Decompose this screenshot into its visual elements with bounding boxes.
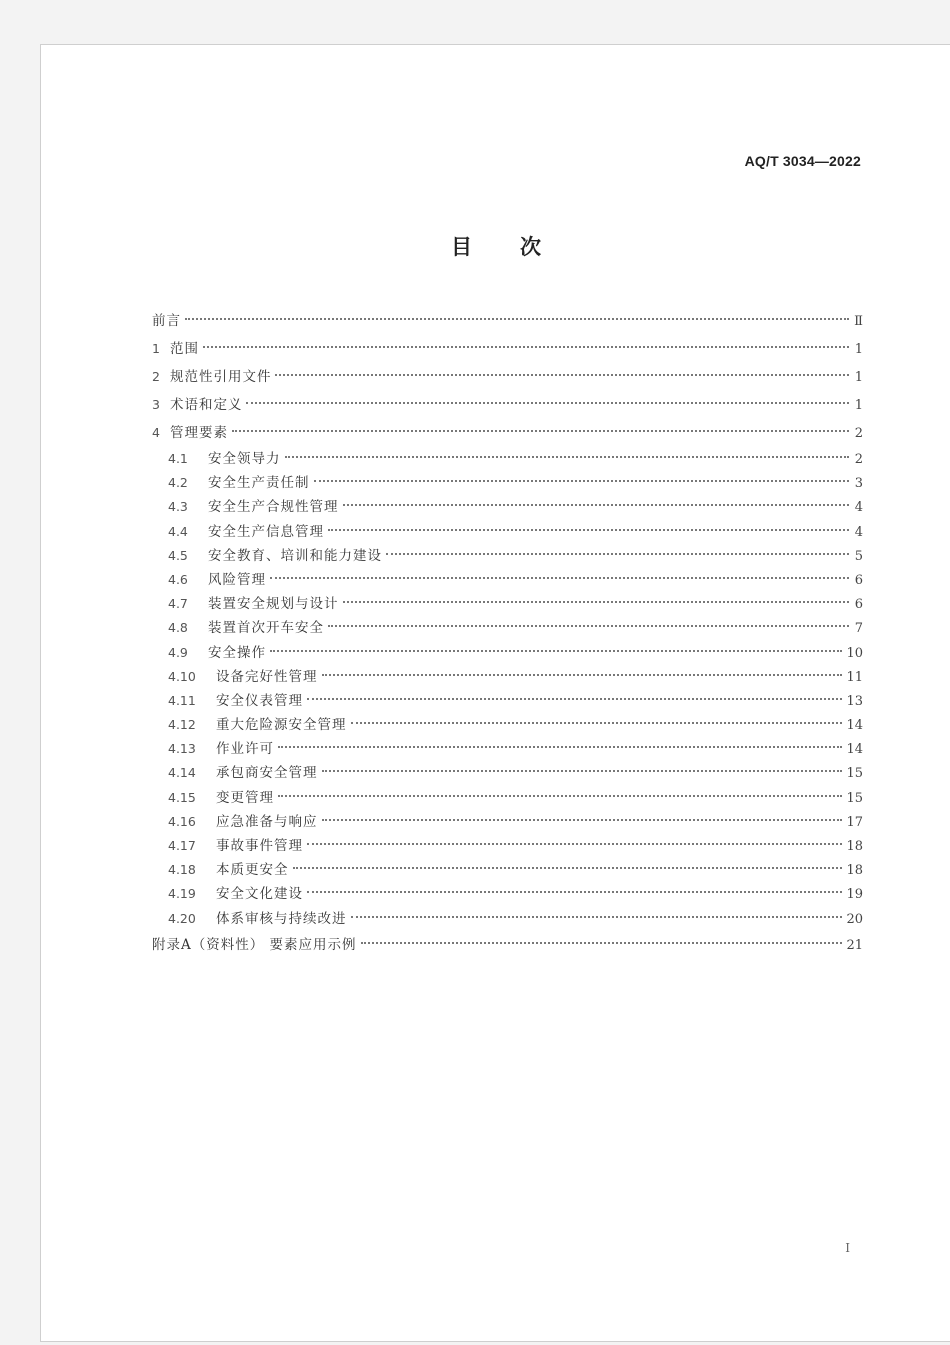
toc-leader-dots bbox=[278, 795, 842, 797]
toc-entry-number: 4.1 bbox=[168, 451, 188, 466]
toc-leader-dots bbox=[322, 819, 843, 821]
toc-entry-number: 4.2 bbox=[168, 475, 188, 491]
toc-entry[interactable] bbox=[152, 363, 863, 391]
toc-entry-page: 1 bbox=[854, 370, 863, 385]
toc-leader-dots bbox=[351, 722, 843, 724]
toc-entry[interactable] bbox=[152, 931, 863, 959]
toc-entry-page: 21 bbox=[846, 937, 863, 953]
page-number: Ⅰ bbox=[845, 1241, 850, 1255]
toc-entry[interactable] bbox=[152, 568, 863, 592]
toc-entry-number: 4.16 bbox=[168, 813, 196, 829]
document-page bbox=[40, 44, 950, 1342]
toc-entry-number: 4.13 bbox=[168, 741, 196, 757]
toc-entry-label: 作业许可 bbox=[216, 741, 274, 758]
toc-entry[interactable] bbox=[152, 471, 863, 495]
toc-entry-number: 4.15 bbox=[168, 789, 196, 805]
toc-leader-dots bbox=[351, 916, 843, 918]
toc-entry[interactable] bbox=[152, 689, 863, 713]
toc-entry-page: 6 bbox=[854, 572, 863, 588]
toc-entry-label: 安全仪表管理 bbox=[216, 692, 303, 709]
standard-code: AQ/T 3034—2022 bbox=[744, 153, 861, 169]
toc-entry[interactable] bbox=[152, 834, 863, 858]
toc-entry[interactable] bbox=[152, 882, 863, 906]
toc-entry[interactable] bbox=[152, 761, 863, 785]
toc-entry[interactable] bbox=[152, 616, 863, 640]
toc-entry-page: 1 bbox=[854, 398, 863, 413]
toc-entry-page: 5 bbox=[854, 548, 863, 564]
toc-entry[interactable] bbox=[152, 737, 863, 761]
toc-entry-number: 1 bbox=[152, 341, 160, 356]
toc-entry-page: 14 bbox=[846, 718, 863, 734]
toc-entry-number: 2 bbox=[152, 369, 160, 384]
toc-entry-number: 3 bbox=[152, 397, 160, 412]
toc-leader-dots bbox=[343, 601, 850, 603]
toc-entry-label: 管理要素 bbox=[169, 425, 228, 441]
toc-entry-page: 13 bbox=[846, 693, 863, 709]
toc-entry-label: 规范性引用文件 bbox=[169, 369, 272, 385]
toc-entry-page: Ⅱ bbox=[854, 314, 863, 329]
toc-entry-label: 术语和定义 bbox=[169, 397, 243, 413]
toc-entry-label: 安全操作 bbox=[208, 644, 266, 661]
toc-entry-label: 风险管理 bbox=[208, 571, 266, 588]
toc-leader-dots bbox=[328, 625, 849, 627]
toc-leader-dots bbox=[275, 374, 849, 376]
toc-entry-page: 3 bbox=[854, 476, 863, 492]
toc-entry-page: 18 bbox=[846, 863, 863, 879]
toc-entry-label: 变更管理 bbox=[216, 789, 274, 806]
toc-leader-dots bbox=[246, 402, 849, 404]
toc-entry-label: 安全教育、培训和能力建设 bbox=[208, 547, 382, 564]
toc-entry-page: 15 bbox=[846, 766, 863, 782]
toc-entry-number: 4.20 bbox=[168, 910, 196, 926]
toc-leader-dots bbox=[285, 456, 850, 458]
toc-entry-page: 11 bbox=[846, 669, 863, 685]
toc-leader-dots bbox=[322, 770, 843, 772]
toc-title: 目次 bbox=[451, 235, 589, 259]
toc-entry[interactable] bbox=[152, 447, 863, 471]
toc-entry-label: 装置首次开车安全 bbox=[208, 620, 324, 637]
toc-entry-label: 附录A（资料性） 要素应用示例 bbox=[152, 936, 357, 953]
toc-entry[interactable] bbox=[152, 592, 863, 616]
toc-entry[interactable] bbox=[152, 419, 863, 447]
toc-entry-label: 本质更安全 bbox=[216, 862, 289, 879]
toc-entry-label: 安全生产责任制 bbox=[208, 475, 310, 492]
toc-entry-number: 4.14 bbox=[168, 765, 196, 781]
toc-entry-page: 19 bbox=[846, 887, 863, 903]
toc-entry[interactable] bbox=[152, 665, 863, 689]
toc-leader-dots bbox=[322, 674, 843, 676]
toc-entry-number: 4.8 bbox=[168, 620, 188, 636]
toc-entry-page: 14 bbox=[846, 742, 863, 758]
toc-leader-dots bbox=[203, 346, 849, 348]
toc-entry-number: 4.10 bbox=[168, 668, 196, 684]
toc-entry-label: 事故事件管理 bbox=[216, 838, 303, 854]
toc-leader-dots bbox=[307, 698, 842, 700]
toc-list bbox=[152, 307, 863, 959]
toc-entry[interactable] bbox=[152, 307, 863, 335]
toc-leader-dots bbox=[307, 843, 842, 845]
toc-entry[interactable] bbox=[152, 907, 863, 931]
toc-leader-dots bbox=[185, 318, 849, 320]
toc-entry[interactable] bbox=[152, 335, 863, 363]
toc-entry-label: 安全生产合规性管理 bbox=[208, 499, 339, 516]
toc-entry-page: 4 bbox=[854, 524, 863, 540]
toc-entry-number: 4.9 bbox=[168, 644, 188, 660]
toc-leader-dots bbox=[270, 650, 842, 652]
toc-entry-number: 4.17 bbox=[168, 838, 196, 853]
toc-entry-page: 2 bbox=[854, 426, 863, 441]
toc-entry-page: 17 bbox=[846, 814, 863, 830]
toc-entry[interactable] bbox=[152, 391, 863, 419]
toc-entry[interactable] bbox=[152, 520, 863, 544]
toc-entry-label: 体系审核与持续改进 bbox=[216, 910, 347, 927]
toc-entry-label: 重大危险源安全管理 bbox=[216, 717, 347, 734]
toc-entry-label: 承包商安全管理 bbox=[216, 765, 318, 782]
toc-leader-dots bbox=[386, 553, 849, 555]
toc-leader-dots bbox=[361, 942, 843, 944]
toc-leader-dots bbox=[328, 529, 849, 531]
toc-entry-page: 1 bbox=[854, 342, 863, 357]
toc-entry-number: 4.3 bbox=[168, 499, 188, 515]
toc-entry-label: 范围 bbox=[169, 341, 199, 357]
toc-leader-dots bbox=[278, 746, 842, 748]
toc-leader-dots bbox=[232, 430, 849, 432]
toc-entry-label: 安全领导力 bbox=[208, 451, 281, 467]
toc-entry-number: 4.12 bbox=[168, 717, 196, 733]
toc-entry-number: 4.18 bbox=[168, 862, 196, 878]
toc-entry-page: 18 bbox=[846, 839, 863, 854]
toc-leader-dots bbox=[314, 480, 850, 482]
toc-leader-dots bbox=[293, 867, 843, 869]
toc-entry[interactable] bbox=[152, 544, 863, 568]
toc-entry-page: 20 bbox=[846, 911, 863, 927]
toc-entry-label: 应急准备与响应 bbox=[216, 813, 318, 830]
toc-entry[interactable] bbox=[152, 810, 863, 834]
toc-entry-page: 15 bbox=[846, 790, 863, 806]
toc-entry-number: 4.4 bbox=[168, 523, 188, 539]
toc-entry-label: 装置安全规划与设计 bbox=[208, 596, 339, 613]
toc-entry-page: 4 bbox=[854, 500, 863, 516]
toc-entry[interactable] bbox=[152, 713, 863, 737]
toc-leader-dots bbox=[270, 577, 849, 579]
toc-entry-label: 安全文化建设 bbox=[216, 886, 303, 903]
toc-entry-number: 4.6 bbox=[168, 571, 188, 587]
toc-entry-number: 4.19 bbox=[168, 886, 196, 902]
toc-entry-number: 4.11 bbox=[168, 692, 196, 708]
toc-entry[interactable] bbox=[152, 641, 863, 665]
toc-entry-number: 4 bbox=[152, 425, 160, 440]
toc-entry-page: 6 bbox=[854, 597, 863, 613]
toc-entry-page: 10 bbox=[846, 645, 863, 661]
toc-leader-dots bbox=[343, 504, 850, 506]
toc-entry[interactable] bbox=[152, 495, 863, 519]
toc-entry-number: 4.5 bbox=[168, 547, 188, 563]
toc-entry-label: 前言 bbox=[152, 313, 181, 329]
toc-entry-label: 安全生产信息管理 bbox=[208, 523, 324, 540]
toc-entry[interactable] bbox=[152, 858, 863, 882]
toc-entry-number: 4.7 bbox=[168, 596, 188, 612]
toc-entry-page: 7 bbox=[854, 621, 863, 637]
toc-leader-dots bbox=[307, 891, 842, 893]
toc-entry-page: 2 bbox=[854, 452, 863, 467]
toc-entry-label: 设备完好性管理 bbox=[216, 668, 318, 685]
toc-entry[interactable] bbox=[152, 786, 863, 810]
